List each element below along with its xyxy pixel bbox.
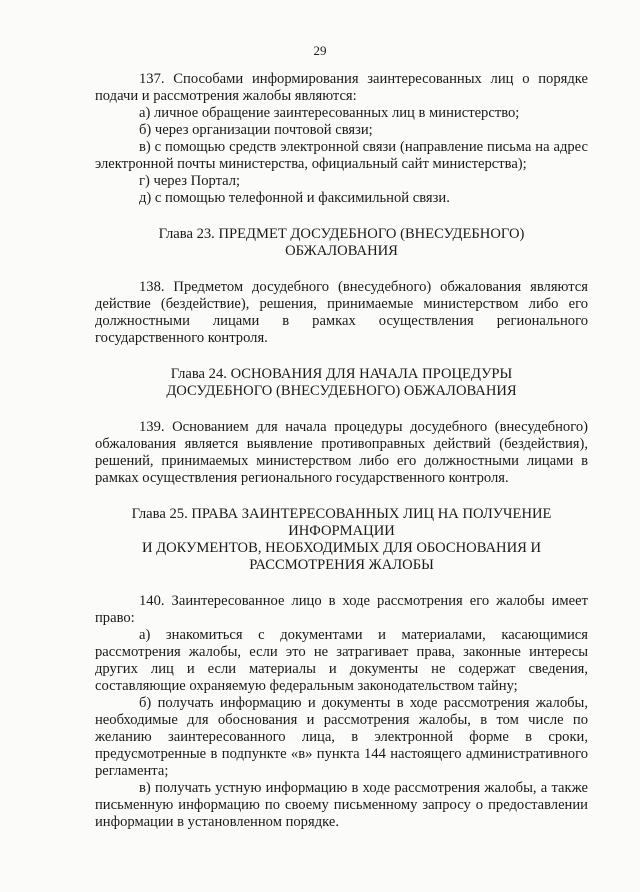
chapter-24-heading: [95, 366, 588, 400]
chapter-25-heading-line-4: РАССМОТРЕНИЯ ЖАЛОБЫ: [249, 557, 434, 573]
section-140-item-c: в) получать устную информацию в ходе рассмотрения жалобы, а также письменную информацию по своему письменному запросу о предоставлении информации в установленном порядке.: [95, 780, 588, 830]
section-137-intro: 137. Способами информирования заинтересованных лиц о порядке подачи и рассмотрения жалобы являются:: [95, 71, 588, 104]
chapter-23-heading: [95, 226, 588, 260]
section-137-item-c: в) с помощью средств электронной связи (направление письма на адрес электронной почты министерства, официальный сайт министерства);: [95, 139, 588, 172]
chapter-23-heading-line-2: ОБЖАЛОВАНИЯ: [285, 243, 398, 259]
section-137-item-a: а) личное обращение заинтересованных лиц в министерство;: [139, 105, 520, 121]
page-number: 29: [313, 43, 327, 58]
chapter-25-heading: [95, 506, 588, 574]
chapter-25-heading-line-1: Глава 25. ПРАВА ЗАИНТЕРЕСОВАННЫХ ЛИЦ НА ПОЛУЧЕНИЕ: [131, 506, 552, 522]
section-137-item-e: д) с помощью телефонной и факсимильной связи.: [139, 190, 450, 206]
section-137-item-b: б) через организации почтовой связи;: [139, 122, 373, 138]
section-139-text: 139. Основанием для начала процедуры досудебного (внесудебного) обжалования является выявление противоправных действий (бездействия), решений, принимаемых министерством либо его должностными лицами в рамках осуществления регионального государственного контроля.: [95, 419, 588, 486]
chapter-25-heading-line-3: И ДОКУМЕНТОВ, НЕОБХОДИМЫХ ДЛЯ ОБОСНОВАНИЯ И: [141, 540, 542, 556]
section-140-item-a: а) знакомиться с документами и материалами, касающимися рассмотрения жалобы, если это не затрагивает права, законные интересы других лиц и если материалы и документы не содержат сведения, составляющие охраняемую федеральным законодательством тайну;: [95, 627, 588, 694]
chapter-25-heading-line-2: ИНФОРМАЦИИ: [288, 523, 395, 539]
chapter-24-heading-line-2: ДОСУДЕБНОГО (ВНЕСУДЕБНОГО) ОБЖАЛОВАНИЯ: [166, 383, 517, 399]
section-138-text: 138. Предметом досудебного (внесудебного) обжалования являются действие (бездействие), решения, принимаемые министерством либо его должностными лицами в рамках осуществления регионального государственного контроля.: [95, 279, 588, 346]
section-137-item-d: г) через Портал;: [139, 173, 241, 189]
chapter-24-heading-line-1: Глава 24. ОСНОВАНИЯ ДЛЯ НАЧАЛА ПРОЦЕДУРЫ: [170, 366, 513, 382]
document-body: [95, 71, 588, 831]
section-140-item-b: б) получать информацию и документы в ходе рассмотрения жалобы, необходимые для обоснования и рассмотрения жалобы, в том числе по желанию заинтересованного лица, в электронной форме в сроки, предусмотренные в подпункте «в» пункта 144 настоящего административного регламента;: [95, 695, 588, 779]
chapter-23-heading-line-1: Глава 23. ПРЕДМЕТ ДОСУДЕБНОГО (ВНЕСУДЕБНОГО): [158, 226, 525, 242]
section-140-intro: 140. Заинтересованное лицо в ходе рассмотрения его жалобы имеет право:: [95, 593, 588, 626]
